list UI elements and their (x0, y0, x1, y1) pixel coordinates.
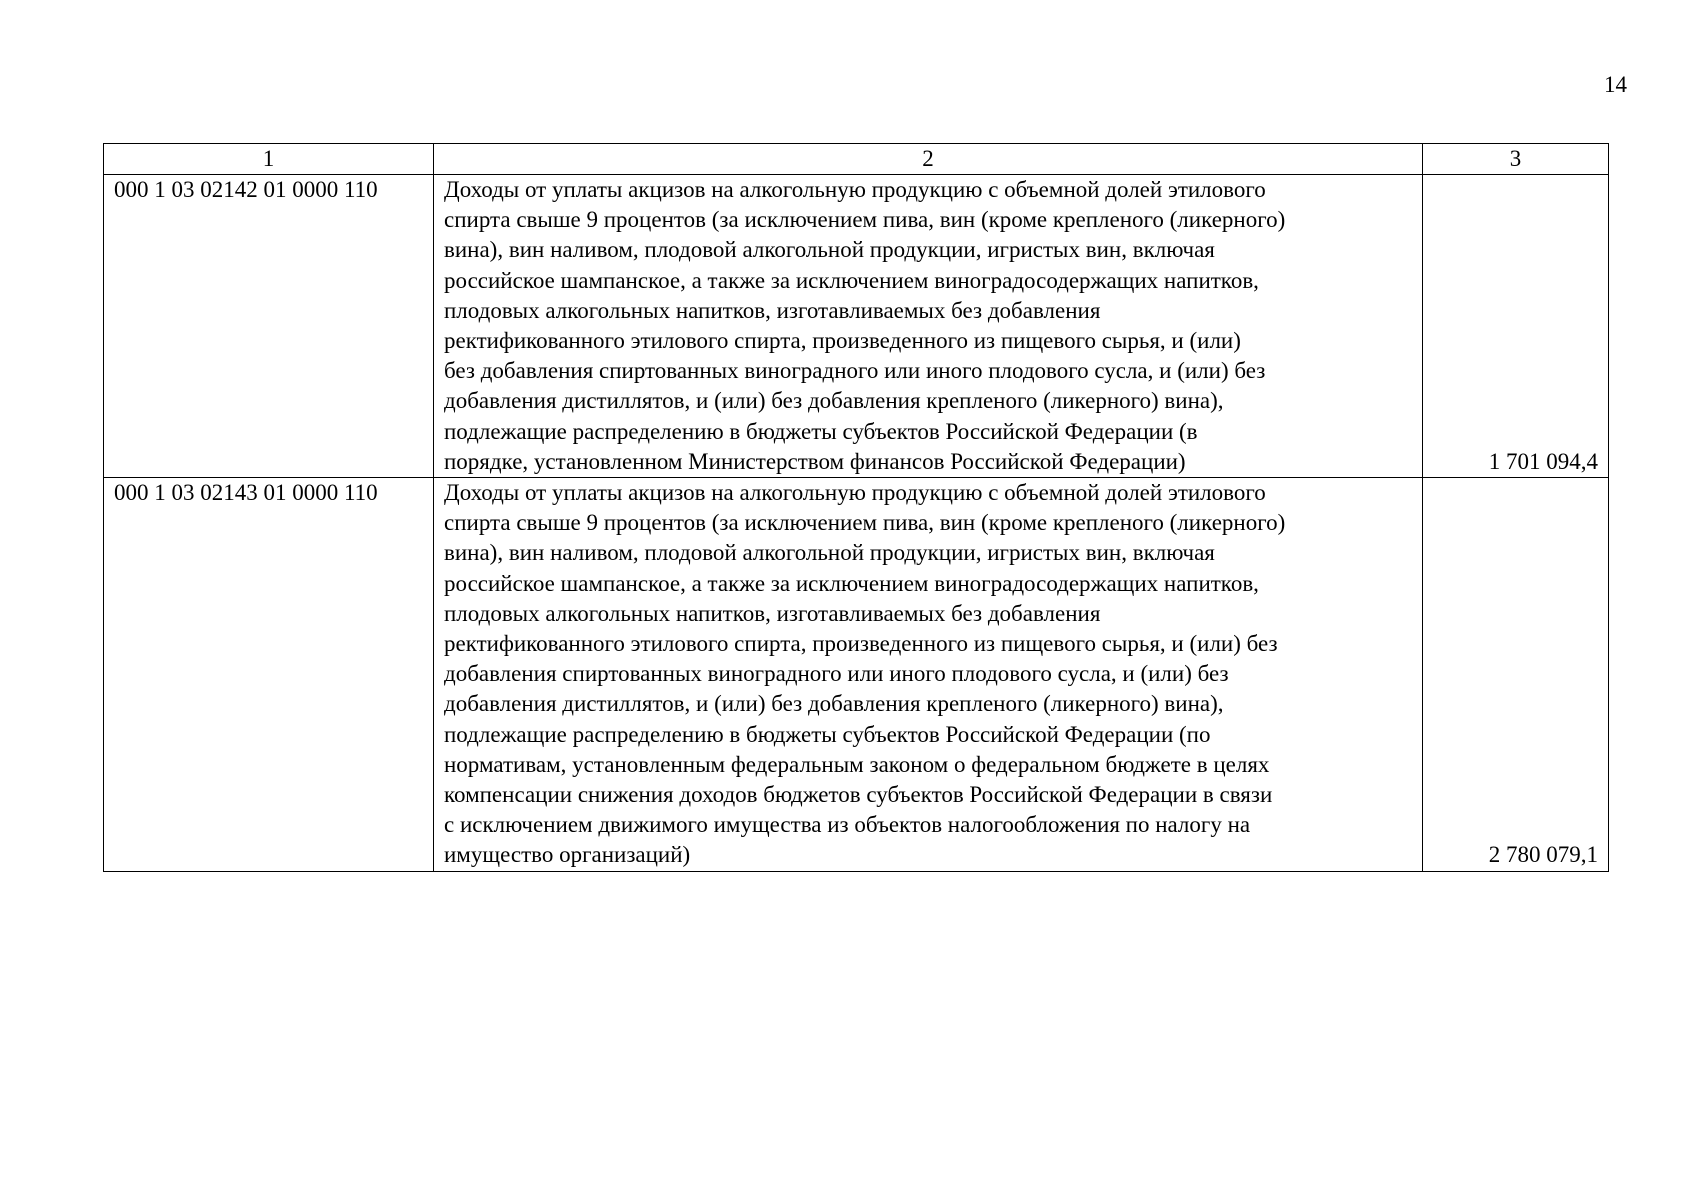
description-line: спирта свыше 9 процентов (за исключением пива, вин (кроме крепленого (ликерного) (444, 510, 1286, 536)
page-number: 14 (1604, 72, 1627, 97)
table-header-row (104, 144, 1609, 175)
description-line: нормативам, установленным федеральным законом о федеральном бюджете в целях (444, 751, 1270, 777)
revenue-description (434, 478, 1423, 872)
description-line: добавления дистиллятов, и (или) без добавления крепленого (ликерного) вина), (444, 691, 1224, 717)
description-line: добавления дистиллятов, и (или) без добавления крепленого (ликерного) вина), (444, 388, 1224, 414)
revenue-description (434, 175, 1423, 478)
column-header-2: 2 (434, 144, 1423, 175)
description-line: порядке, установленном Министерством финансов Российской Федерации) (444, 448, 1186, 474)
revenue-amount: 1 701 094,4 (1423, 175, 1609, 478)
classification-code: 000 1 03 02142 01 0000 110 (104, 175, 434, 478)
description-line: с исключением движимого имущества из объектов налогообложения по налогу на (444, 812, 1251, 838)
description-line: ректификованного этилового спирта, произведенного из пищевого сырья, и (или) без (444, 631, 1278, 657)
table-row (104, 478, 1609, 872)
description-line: вина), вин наливом, плодовой алкогольной продукции, игристых вин, включая (444, 237, 1215, 263)
description-line: ректификованного этилового спирта, произведенного из пищевого сырья, и (или) (444, 328, 1241, 354)
revenue-table (103, 143, 1609, 872)
description-line: подлежащие распределению в бюджеты субъектов Российской Федерации (в (444, 418, 1198, 444)
column-header-1: 1 (104, 144, 434, 175)
description-line: российское шампанское, а также за исключением виноградосодержащих напитков, (444, 267, 1259, 293)
description-line: Доходы от уплаты акцизов на алкогольную продукцию с объемной долей этилового (444, 177, 1266, 202)
revenue-amount: 2 780 079,1 (1423, 478, 1609, 872)
description-line: имущество организаций) (444, 842, 691, 868)
description-line: российское шампанское, а также за исключением виноградосодержащих напитков, (444, 570, 1259, 596)
description-line: спирта свыше 9 процентов (за исключением пива, вин (кроме крепленого (ликерного) (444, 207, 1286, 233)
description-line: плодовых алкогольных напитков, изготавливаемых без добавления (444, 600, 1101, 626)
description-line: подлежащие распределению в бюджеты субъектов Российской Федерации (по (444, 721, 1211, 747)
description-line: Доходы от уплаты акцизов на алкогольную продукцию с объемной долей этилового (444, 480, 1266, 506)
column-header-3: 3 (1423, 144, 1609, 175)
description-line: компенсации снижения доходов бюджетов субъектов Российской Федерации в связи (444, 782, 1273, 808)
description-line: без добавления спиртованных виноградного или иного плодового сусла, и (или) без (444, 358, 1266, 384)
description-line: плодовых алкогольных напитков, изготавливаемых без добавления (444, 297, 1101, 323)
description-line: вина), вин наливом, плодовой алкогольной продукции, игристых вин, включая (444, 540, 1215, 566)
classification-code: 000 1 03 02143 01 0000 110 (104, 478, 434, 872)
table-row (104, 175, 1609, 478)
description-line: добавления спиртованных виноградного или иного плодового сусла, и (или) без (444, 661, 1229, 687)
